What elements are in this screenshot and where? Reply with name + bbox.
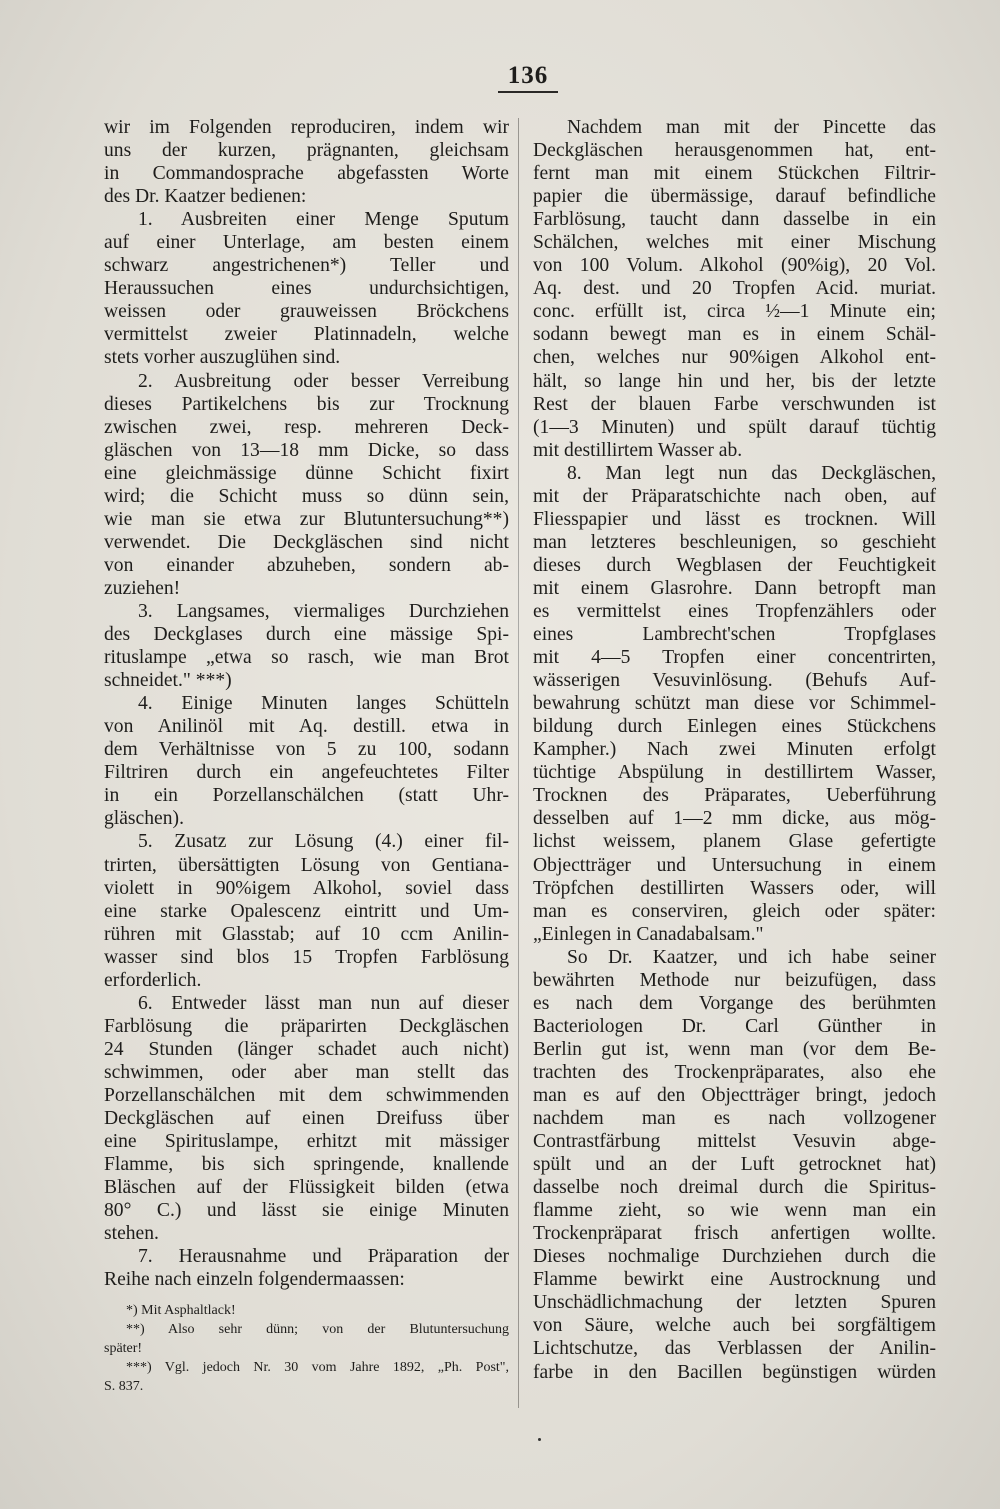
text-line: stehen.: [104, 1223, 159, 1245]
text-line: wir im Folgenden reproduciren, indem wir: [104, 117, 509, 138]
text-line: trirten, übersättigten Lösung von Gentiana-: [104, 854, 509, 876]
text-line: des Deckglases durch eine mässige Spi-: [104, 624, 509, 646]
text-line: eines Lambrecht'schen Tropfglases: [533, 624, 936, 646]
text-line: bewahrung schützt man diese vor Schimmel-: [533, 693, 936, 715]
text-line: Trockenpräparat frisch anfertigen wollte.: [533, 1223, 936, 1245]
text-line: von Anilinöl mit Aq. destill. etwa in: [104, 716, 509, 738]
text-line: 2. Ausbreitung oder besser Verreibung: [138, 370, 509, 392]
text-line: Flamme bewirkt eine Austrocknung und: [533, 1269, 936, 1291]
text-line: fernt man mit einem Stückchen Filtrir-: [533, 163, 936, 185]
text-line: gläschen von 13—18 mm Dicke, so dass: [104, 439, 509, 461]
right-column: [533, 116, 936, 1384]
text-line: Objectträger und Untersuchung in einem: [533, 854, 936, 876]
text-line: verwendet. Die Deckgläschen sind nicht: [104, 531, 509, 553]
text-line: Farblösung die präparirten Deckgläschen: [104, 1015, 509, 1037]
text-line: dieses Partikelchens bis zur Trocknung: [104, 393, 509, 415]
text-line: erforderlich.: [104, 969, 202, 991]
text-line: 5. Zusatz zur Lösung (4.) einer fil-: [138, 831, 509, 853]
text-line: man es conserviren, gleich oder später:: [533, 900, 936, 922]
text-line: Unschädlichmachung der letzten Spuren: [533, 1292, 936, 1314]
text-line: es nach dem Vorgange des berühmten: [533, 992, 936, 1014]
text-line: von Säure, welche auch bei sorgfältigem: [533, 1315, 936, 1337]
text-line: bewährten Methode nur beizufügen, dass: [533, 969, 936, 991]
text-line: stets vorher auszuglühen sind.: [104, 347, 341, 369]
text-line: dasselbe noch dreimal durch die Spiritus-: [533, 1177, 936, 1199]
text-line: Reihe nach einzeln folgendermaassen:: [104, 1269, 405, 1291]
text-line: 1. Ausbreiten einer Menge Sputum: [138, 209, 509, 231]
text-line: bildung durch Einlegen eines Stückchens: [533, 716, 936, 738]
left-column: [104, 116, 509, 1396]
page-number: 136: [498, 62, 558, 93]
text-line: Kampher.) Nach zwei Minuten erfolgt: [533, 739, 936, 761]
text-line: Rest der blauen Farbe verschwunden ist: [533, 393, 936, 415]
text-line: mit 4—5 Tropfen einer concentrirten,: [533, 647, 936, 669]
text-line: (1—3 Minuten) und spült darauf tüchtig: [533, 416, 936, 438]
text-line: flamme zieht, so wie wenn man ein: [533, 1200, 936, 1222]
text-line: wasser sind blos 15 Tropfen Farblösung: [104, 946, 509, 968]
text-line: Tröpfchen destillirten Wassers oder, will: [533, 877, 936, 899]
text-line: nachdem man es nach vollzogener: [533, 1108, 936, 1130]
text-line: dem Verhältnisse von 5 zu 100, sodann: [104, 739, 509, 761]
text-line: zuziehen!: [104, 577, 181, 599]
text-line: mit destillirtem Wasser ab.: [533, 439, 743, 461]
text-line: zwischen zwei, resp. mehreren Deck-: [104, 416, 509, 438]
text-line: wird; die Schicht muss so dünn sein,: [104, 485, 509, 507]
text-line: 8. Man legt nun das Deckgläschen,: [567, 462, 936, 484]
text-line: 7. Herausnahme und Präparation der: [138, 1246, 509, 1268]
text-line: von einander abzuheben, sondern ab-: [104, 554, 509, 576]
text-line: Contrastfärbung mittelst Vesuvin abge-: [533, 1131, 936, 1153]
text-line: 80° C.) und lässt sie einige Minuten: [104, 1200, 509, 1222]
text-line: man letzteres beschleunigen, so geschieht: [533, 531, 936, 553]
text-line: tüchtige Abspülung in destillirtem Wasser,: [533, 762, 936, 784]
text-line: vermittelst zweier Platinnadeln, welche: [104, 324, 509, 346]
text-line: Schälchen, welches mit einer Mischung: [533, 232, 936, 254]
text-line: Fliesspapier und lässt es trocknen. Will: [533, 508, 936, 530]
text-line: Dieses nochmalige Durchziehen durch die: [533, 1246, 936, 1268]
footnote-line: *) Mit Asphaltlack!: [126, 1303, 236, 1319]
text-line: eine gleichmässige dünne Schicht fixirt: [104, 462, 509, 484]
footnote-line: **) Also sehr dünn; von der Blutuntersuchung: [126, 1322, 509, 1338]
left-column-body: [104, 116, 509, 1291]
text-line: Heraussuchen eines undurchsichtigen,: [104, 278, 509, 300]
right-column-body: [533, 116, 936, 1384]
text-line: dieses durch Wegblasen der Feuchtigkeit: [533, 554, 936, 576]
footnotes: [104, 1301, 509, 1396]
text-line: Bacteriologen Dr. Carl Günther in: [533, 1015, 936, 1037]
text-line: desselben auf 1—2 mm dicke, aus mög-: [533, 808, 936, 830]
text-line: des Dr. Kaatzer bedienen:: [104, 186, 307, 208]
text-line: mit einem Glasrohre. Dann betropft man: [533, 577, 936, 599]
text-line: spült und an der Luft getrocknet hat): [533, 1154, 936, 1176]
text-line: trachten des Trockenpräparates, also ehe: [533, 1061, 936, 1083]
text-line: eine starke Opalescenz eintritt und Um-: [104, 900, 509, 922]
text-line: Aq. dest. und 20 Tropfen Acid. muriat.: [533, 278, 936, 300]
print-speck: [538, 1438, 541, 1441]
text-line: Porzellanschälchen mit dem schwimmenden: [104, 1084, 509, 1106]
text-line: chen, welches nur 90%igen Alkohol ent-: [533, 347, 936, 369]
text-line: weissen oder grauweissen Bröckchens: [104, 301, 509, 323]
text-line: Farblösung, taucht dann dasselbe in ein: [533, 209, 936, 231]
text-line: So Dr. Kaatzer, und ich habe seiner: [567, 946, 936, 968]
text-line: wässerigen Vesuvinlösung. (Behufs Auf-: [533, 670, 936, 692]
text-line: von 100 Volum. Alkohol (90%ig), 20 Vol.: [533, 255, 936, 277]
text-line: „Einlegen in Canadabalsam.": [533, 923, 764, 945]
text-line: 24 Stunden (länger schadet auch nicht): [104, 1038, 509, 1060]
text-line: farbe in den Bacillen begünstigen würden: [533, 1361, 936, 1383]
text-line: es vermittelst eines Tropfenzählers oder: [533, 600, 936, 622]
text-line: uns der kurzen, prägnanten, gleichsam: [104, 140, 509, 162]
text-line: schwarz angestrichenen*) Teller und: [104, 255, 509, 277]
footnote-line: später!: [104, 1341, 143, 1357]
text-line: violett in 90%igem Alkohol, soviel dass: [104, 877, 509, 899]
text-line: gläschen).: [104, 808, 184, 830]
text-line: Nachdem man mit der Pincette das: [567, 117, 936, 138]
text-line: Berlin gut ist, wenn man (vor dem Be-: [533, 1038, 936, 1060]
text-line: rituslampe „etwa so rasch, wie man Brot: [104, 647, 509, 669]
text-line: 6. Entweder lässt man nun auf dieser: [138, 992, 509, 1014]
text-line: hält, so lange hin und her, bis der letzte: [533, 370, 936, 392]
text-line: wie man sie etwa zur Blutuntersuchung**): [104, 508, 509, 530]
text-line: Bläschen auf der Flüssigkeit bilden (etwa: [104, 1177, 509, 1199]
text-line: Flamme, bis sich springende, knallende: [104, 1154, 509, 1176]
text-line: in Commandosprache abgefassten Worte: [104, 163, 509, 185]
text-line: schwimmen, oder aber man stellt das: [104, 1061, 509, 1083]
text-line: eine Spirituslampe, erhitzt mit mässiger: [104, 1131, 509, 1153]
text-line: Trocknen des Präparates, Ueberführung: [533, 785, 936, 807]
text-line: in ein Porzellanschälchen (statt Uhr-: [104, 785, 509, 807]
text-line: papier die übermässige, darauf befindliche: [533, 186, 936, 208]
text-line: mit der Präparatschichte nach oben, auf: [533, 485, 936, 507]
column-divider: [518, 118, 519, 1408]
text-line: 3. Langsames, viermaliges Durchziehen: [138, 600, 509, 622]
text-line: 4. Einige Minuten langes Schütteln: [138, 693, 509, 715]
text-line: auf einer Unterlage, am besten einem: [104, 232, 509, 254]
text-line: rühren mit Glasstab; auf 10 ccm Anilin-: [104, 923, 509, 945]
text-line: Deckgläschen auf einen Dreifuss über: [104, 1108, 509, 1130]
text-line: Lichtschutze, das Verblassen der Anilin-: [533, 1338, 936, 1360]
text-line: Filtriren durch ein angefeuchtetes Filter: [104, 762, 509, 784]
text-line: lichst weissem, planem Glase gefertigte: [533, 831, 936, 853]
text-line: Deckgläschen herausgenommen hat, ent-: [533, 140, 936, 162]
text-line: man es auf den Objectträger bringt, jedoch: [533, 1084, 936, 1106]
footnote-line: S. 837.: [104, 1379, 144, 1395]
text-line: schneidet." ***): [104, 670, 232, 692]
text-line: conc. erfüllt ist, circa ½—1 Minute ein;: [533, 301, 936, 323]
text-line: sodann bewegt man es in einem Schäl-: [533, 324, 936, 346]
footnote-line: ***) Vgl. jedoch Nr. 30 vom Jahre 1892, „Ph. Post",: [126, 1360, 509, 1376]
